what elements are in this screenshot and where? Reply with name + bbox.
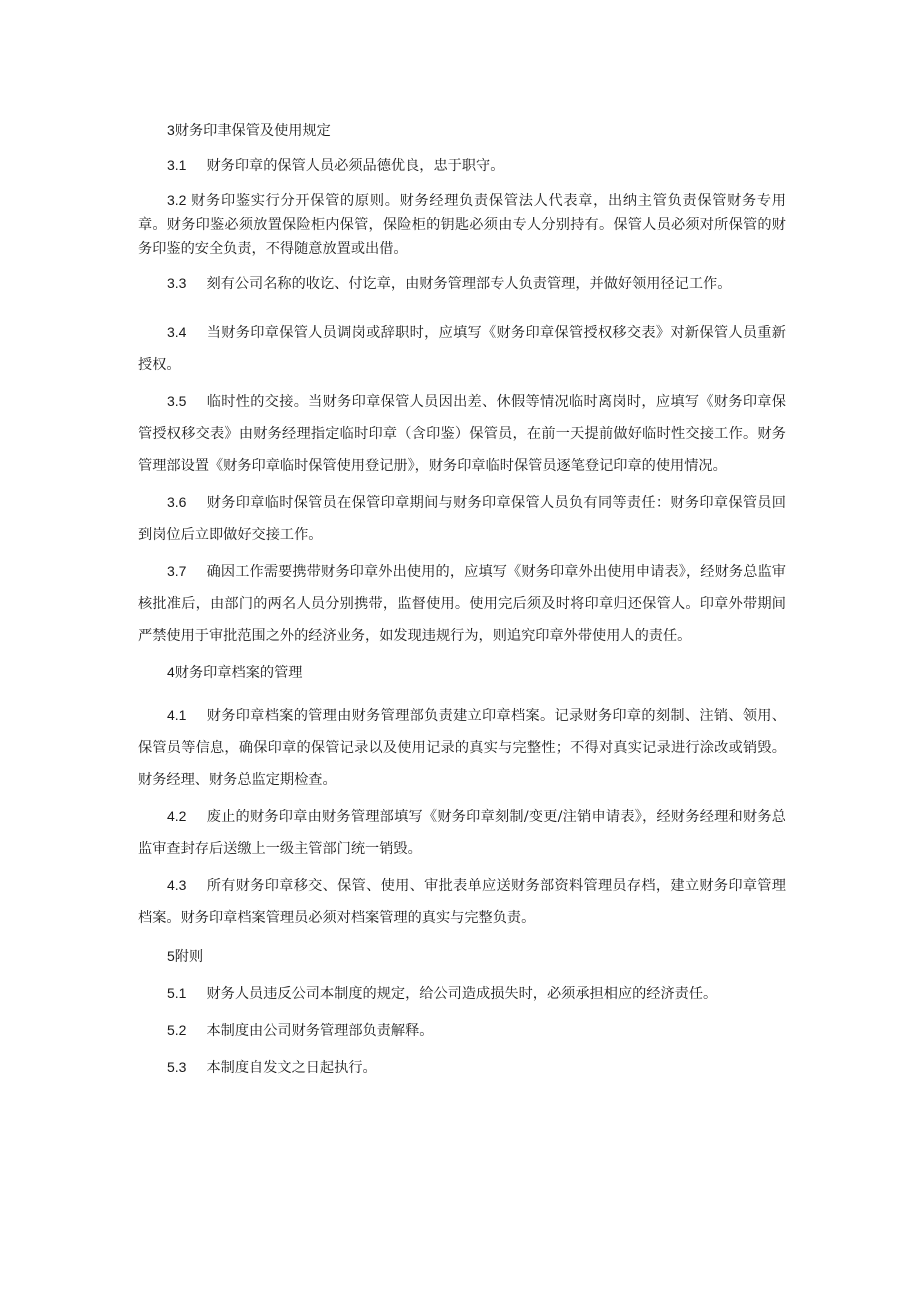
section-5-heading: 5附则 (167, 948, 204, 965)
clause-4-1: 4.1 财务印章档案的管理由财务管理部负责建立印章档案。记录财务印章的刻制、注销、领用、保管员等信息，确保印章的保管记录以及使用记录的真实与完整性；不得对真实记录进行涂改或销毁。财务经理、财务总监定期检查。 (138, 707, 786, 788)
clause-3-2: 3.2 财务印鉴实行分开保管的原则。财务经理负责保管法人代表章，出纳主管负责保管财务专用章。财务印鉴必须放置保险柜内保管，保险柜的钥匙必须由专人分别持有。保管人员必须对所保管的财务印鉴的安全负责，不得随意放置或出借。 (138, 192, 786, 257)
clause-4-2: 4.2 废止的财务印章由财务管理部填写《财务印章刻制/变更/注销申请表》，经财务经理和财务总监审查封存后送缴上一级主管部门统一销毁。 (138, 808, 786, 857)
clause-5-1: 5.1 财务人员违反公司本制度的规定，给公司造成损失时，必须承担相应的经济责任。 (167, 985, 718, 1002)
clause-5-3: 5.3 本制度自发文之日起执行。 (167, 1059, 377, 1076)
section-3-heading: 3财务印聿保管及使用规定 (167, 122, 331, 139)
clause-4-3: 4.3 所有财务印章移交、保管、使用、审批表单应送财务部资料管理员存档，建立财务印章管理档案。财务印章档案管理员必须对档案管理的真实与完整负责。 (138, 877, 786, 926)
section-4-heading: 4财务印章档案的管理 (167, 664, 303, 681)
clause-3-7: 3.7 确因工作需要携带财务印章外出使用的，应填写《财务印章外出使用申请表》，经财务总监审核批准后，由部门的两名人员分别携带，监督使用。使用完后须及时将印章归还保管人。印章外带期间严禁使用于审批范围之外的经济业务，如发现违规行为，则追究印章外带使用人的责任。 (138, 563, 786, 644)
clause-3-4: 3.4 当财务印章保管人员调岗或辞职时，应填写《财务印章保管授权移交表》对新保管人员重新授权。 (138, 324, 786, 373)
clause-3-1: 3.1 财务印章的保管人员必须品德优良，忠于职守。 (167, 157, 505, 174)
clause-3-3: 3.3 刻有公司名称的收讫、付讫章，由财务管理部专人负责管理，并做好领用径记工作。 (167, 275, 732, 292)
clause-5-2: 5.2 本制度由公司财务管理部负责解释。 (167, 1022, 434, 1039)
clause-3-5: 3.5 临时性的交接。当财务印章保管人员因出差、休假等情况临时离岗时，应填写《财务印章保管授权移交表》由财务经理指定临时印章（含印鉴）保管员，在前一天提前做好临时性交接工作。财务管理部设置《财务印章临时保管使用登记册》，财务印章临时保管员逐笔登记印章的使用情况。 (138, 393, 786, 474)
clause-3-6: 3.6 财务印章临时保管员在保管印章期间与财务印章保管人员负有同等责任：财务印章保管员回到岗位后立即做好交接工作。 (138, 494, 786, 543)
document-body (138, 118, 786, 1086)
